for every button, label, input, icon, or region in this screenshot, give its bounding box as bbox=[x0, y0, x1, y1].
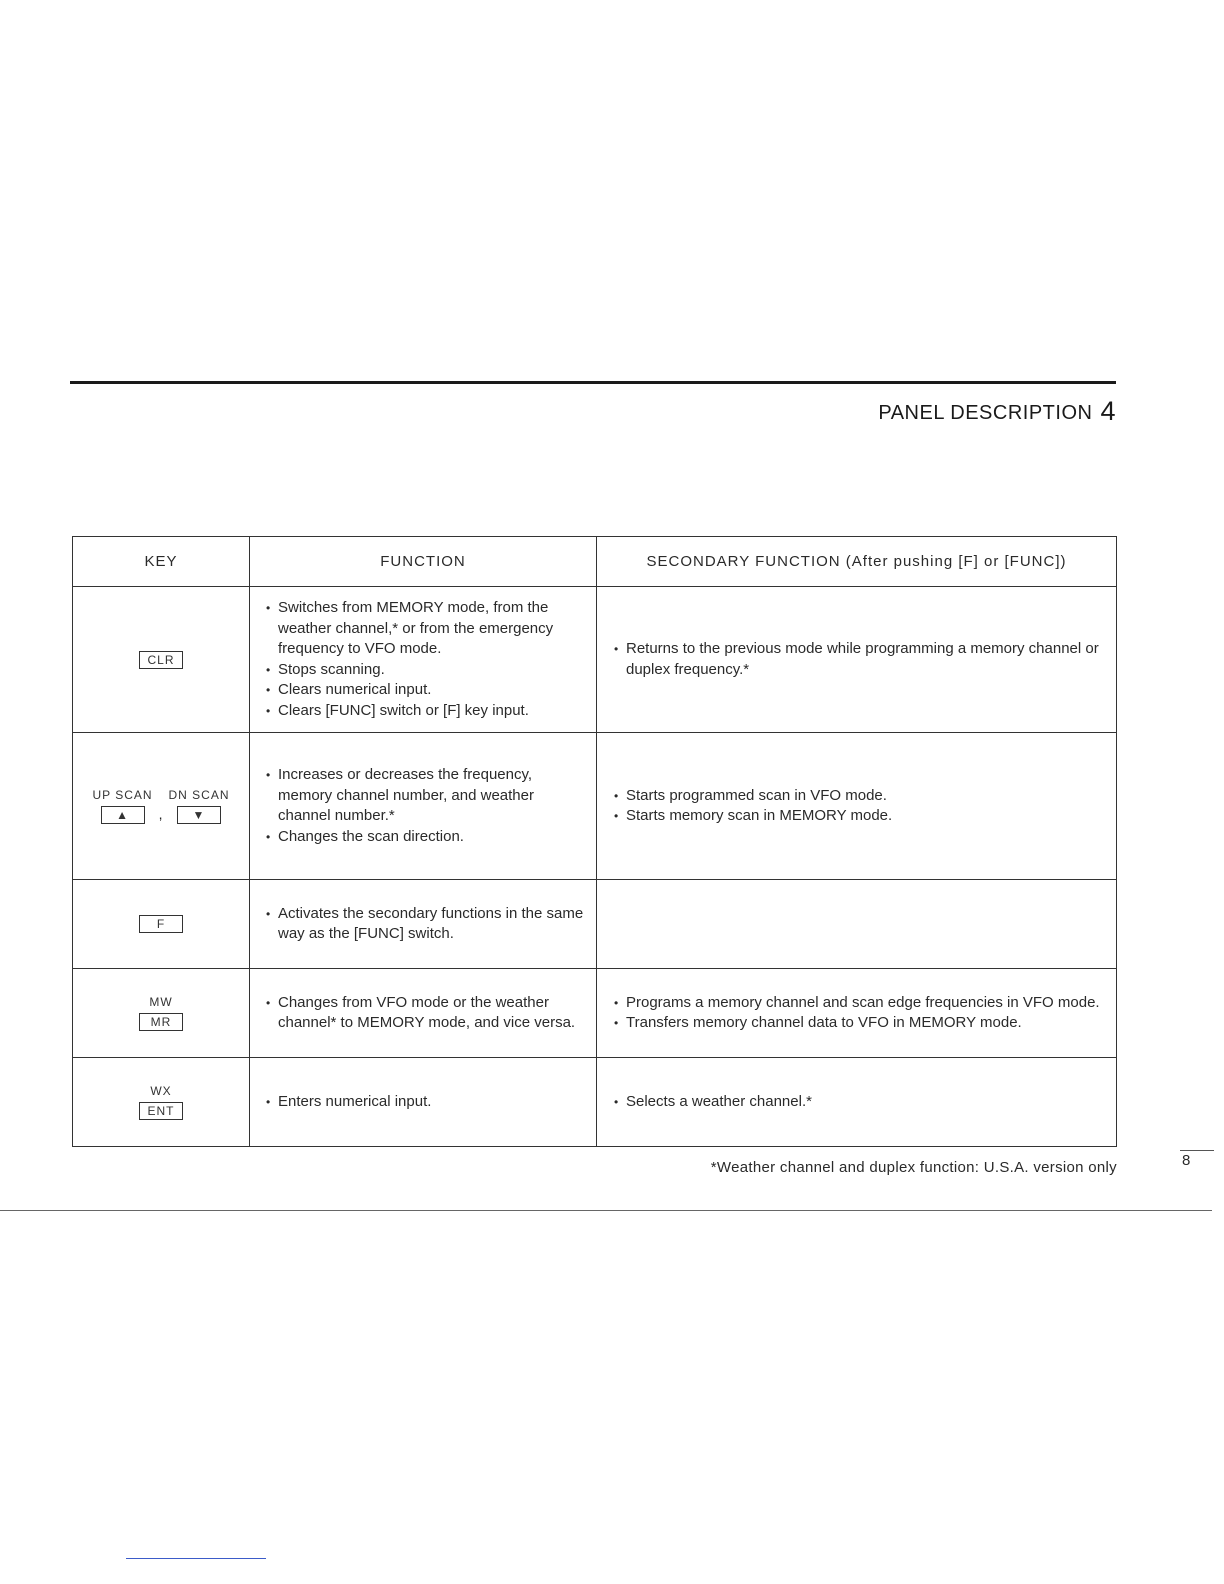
wx-label: WX bbox=[150, 1084, 172, 1098]
function-item: • Increases or decreases the frequency, memory channel number, and weather channel number.* bbox=[266, 765, 588, 827]
table-row bbox=[73, 1058, 1117, 1147]
function-item: • Changes the scan direction. bbox=[266, 827, 588, 848]
function-cell bbox=[250, 880, 597, 969]
key-cell bbox=[73, 733, 250, 880]
secondary-item: • Selects a weather channel.* bbox=[614, 1092, 1108, 1113]
secondary-cell bbox=[597, 587, 1117, 733]
table-row bbox=[73, 969, 1117, 1058]
page-header bbox=[878, 395, 1116, 426]
clr-key: CLR bbox=[139, 651, 183, 669]
key-cell bbox=[73, 969, 250, 1058]
function-item: • Enters numerical input. bbox=[266, 1092, 588, 1113]
page-title: PANEL DESCRIPTION bbox=[878, 402, 1093, 424]
table-header-row bbox=[73, 537, 1117, 587]
panel-description-table bbox=[72, 536, 1117, 1147]
secondary-item: • Returns to the previous mode while programming a memory channel or duplex frequency.* bbox=[614, 639, 1108, 680]
column-header-key: KEY bbox=[73, 537, 250, 587]
f-key: F bbox=[139, 915, 183, 933]
key-separator: , bbox=[158, 806, 163, 822]
mw-label: MW bbox=[149, 995, 173, 1009]
header-rule bbox=[70, 381, 1116, 384]
column-header-function: FUNCTION bbox=[250, 537, 597, 587]
key-cell bbox=[73, 1058, 250, 1147]
scan-artifact-line bbox=[126, 1558, 266, 1559]
down-arrow-key: ▼ bbox=[177, 806, 221, 824]
secondary-item: • Starts programmed scan in VFO mode. bbox=[614, 786, 1108, 807]
secondary-item: • Transfers memory channel data to VFO in MEMORY mode. bbox=[614, 1013, 1108, 1034]
secondary-cell bbox=[597, 1058, 1117, 1147]
function-item: • Clears numerical input. bbox=[266, 680, 588, 701]
function-cell bbox=[250, 587, 597, 733]
key-cell bbox=[73, 880, 250, 969]
ent-key: ENT bbox=[139, 1102, 183, 1120]
secondary-cell bbox=[597, 969, 1117, 1058]
function-cell bbox=[250, 1058, 597, 1147]
key-cell bbox=[73, 587, 250, 733]
mr-key: MR bbox=[139, 1013, 183, 1031]
secondary-cell bbox=[597, 880, 1117, 969]
function-item: • Switches from MEMORY mode, from the weather channel,* or from the emergency frequency to VFO mode. bbox=[266, 598, 588, 660]
column-header-secondary: SECONDARY FUNCTION (After pushing [F] or [FUNC]) bbox=[597, 537, 1117, 587]
function-cell bbox=[250, 733, 597, 880]
function-item: • Stops scanning. bbox=[266, 660, 588, 681]
bottom-rule bbox=[0, 1210, 1212, 1211]
function-item: • Activates the secondary functions in the same way as the [FUNC] switch. bbox=[266, 904, 588, 945]
up-scan-label: UP SCAN bbox=[92, 788, 153, 802]
chapter-number: 4 bbox=[1100, 396, 1116, 426]
footnote: *Weather channel and duplex function: U.S.A. version only bbox=[710, 1159, 1117, 1176]
secondary-item: • Programs a memory channel and scan edge frequencies in VFO mode. bbox=[614, 993, 1108, 1014]
page-number-rule bbox=[1180, 1150, 1214, 1151]
table-row bbox=[73, 587, 1117, 733]
page-number: 8 bbox=[1182, 1152, 1191, 1169]
secondary-cell bbox=[597, 733, 1117, 880]
table-row bbox=[73, 880, 1117, 969]
function-item: • Changes from VFO mode or the weather channel* to MEMORY mode, and vice versa. bbox=[266, 993, 588, 1034]
function-item: • Clears [FUNC] switch or [F] key input. bbox=[266, 701, 588, 722]
up-arrow-key: ▲ bbox=[101, 806, 145, 824]
function-cell bbox=[250, 969, 597, 1058]
dn-scan-label: DN SCAN bbox=[168, 788, 230, 802]
secondary-item: • Starts memory scan in MEMORY mode. bbox=[614, 806, 1108, 827]
table-row bbox=[73, 733, 1117, 880]
